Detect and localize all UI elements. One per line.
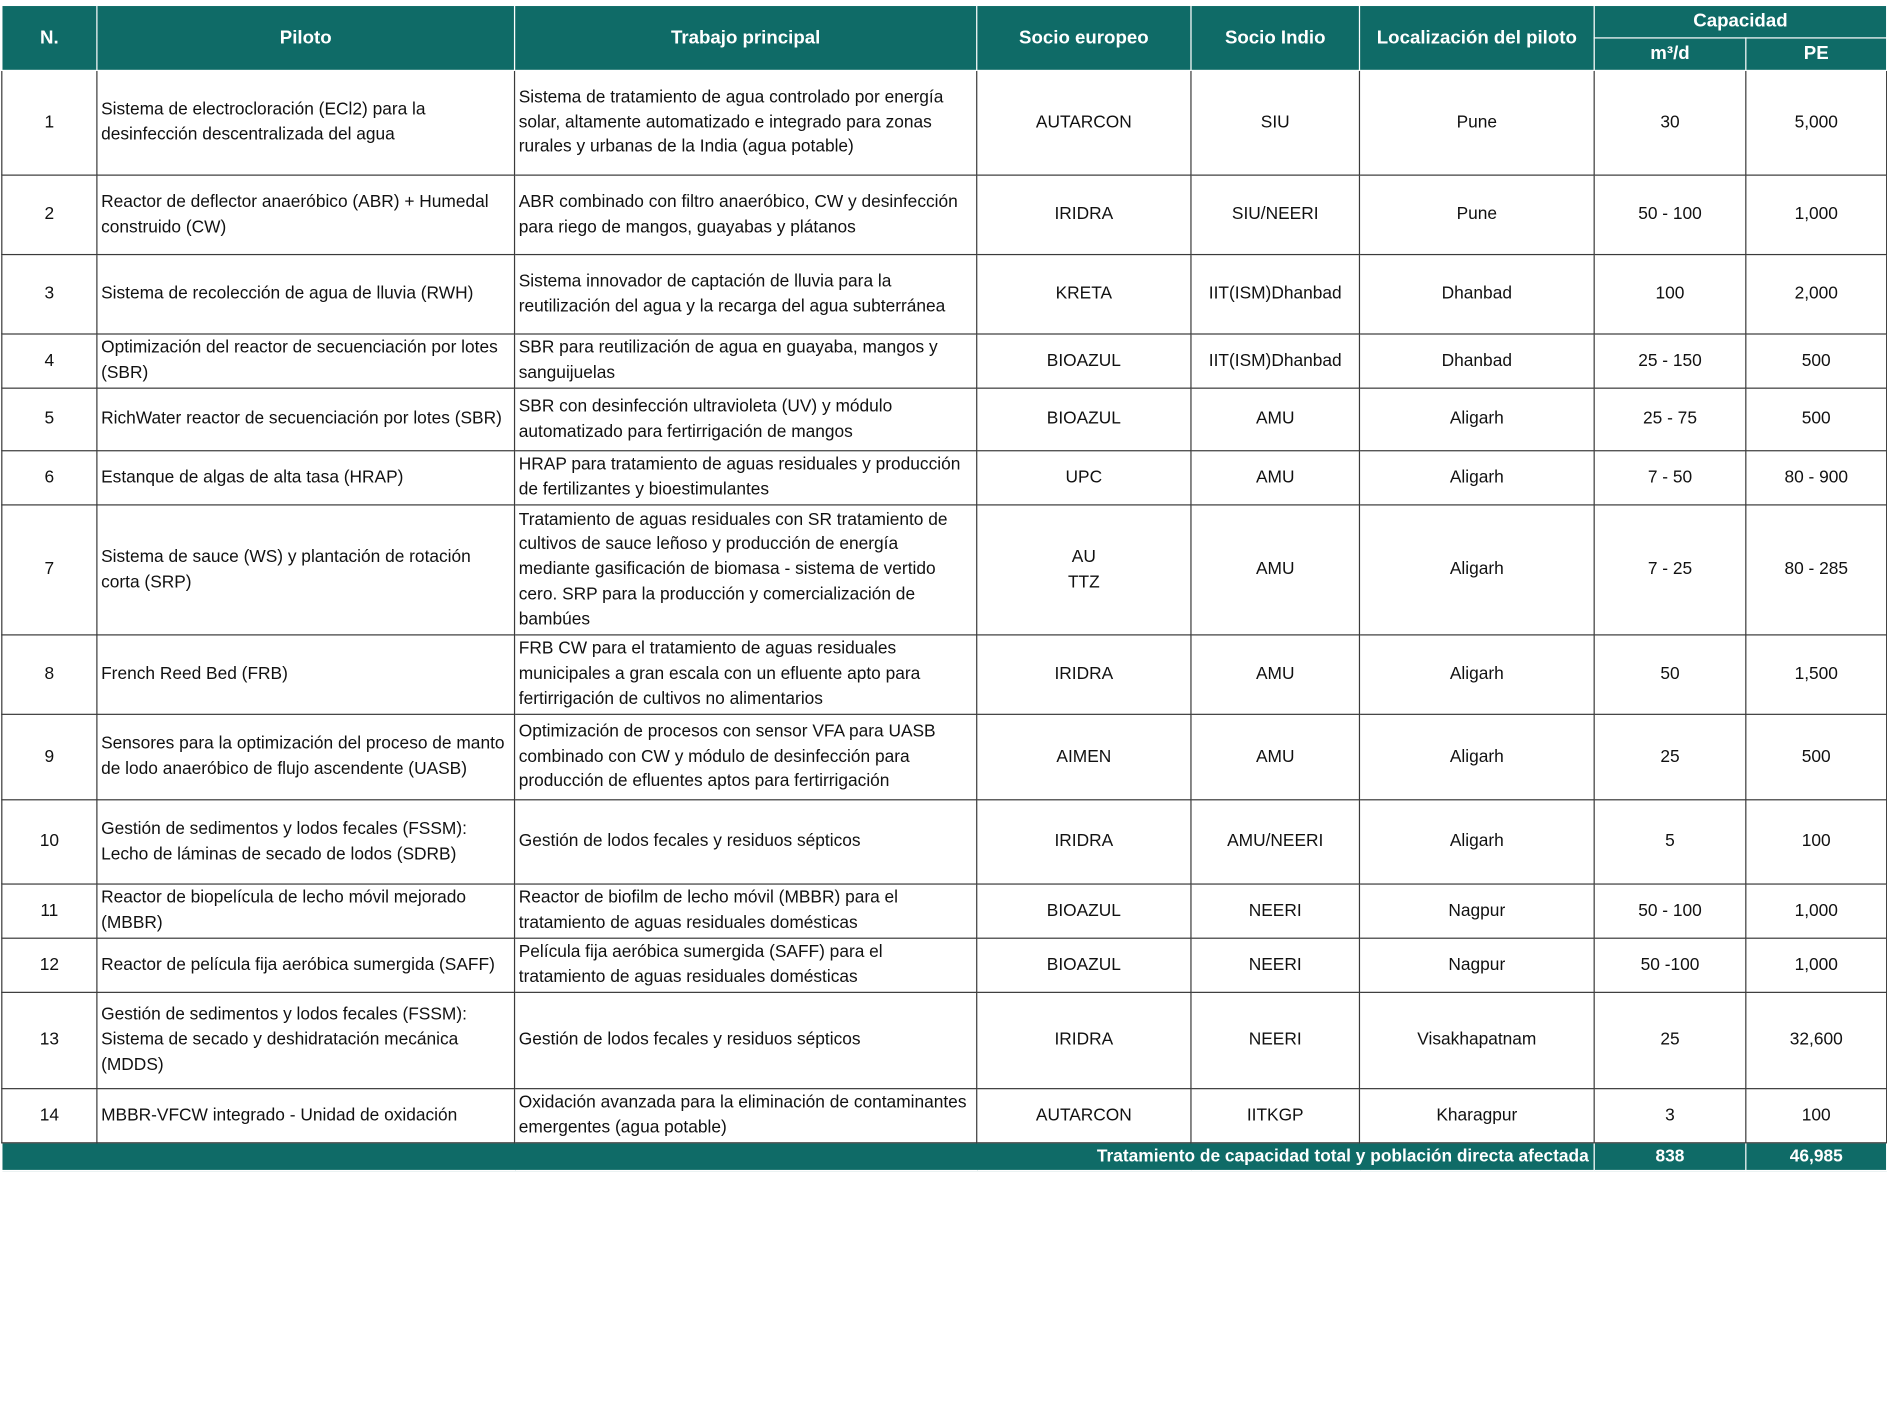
cell-localizacion: Kharagpur [1359,1089,1594,1143]
cell-m3d: 25 [1594,714,1746,799]
cell-m3d: 50 - 100 [1594,175,1746,254]
total-pe: 46,985 [1746,1143,1887,1171]
cell-localizacion: Aligarh [1359,714,1594,799]
cell-socio-indio: AMU [1191,451,1360,505]
cell-trabajo: ABR combinado con filtro anaeróbico, CW y desinfección para riego de mangos, guayabas y plátanos [515,175,977,254]
cell-m3d: 100 [1594,255,1746,334]
cell-trabajo: FRB CW para el tratamiento de aguas residuales municipales a gran escala con un efluente apto para fertirrigación de cultivos no alimentarios [515,635,977,714]
cell-localizacion: Dhanbad [1359,255,1594,334]
cell-piloto: Sistema de sauce (WS) y plantación de rotación corta (SRP) [97,505,515,635]
table-row [2,1089,1887,1143]
cell-trabajo: HRAP para tratamiento de aguas residuales y producción de fertilizantes y bioestimulantes [515,451,977,505]
header-pe: PE [1746,38,1887,70]
cell-socio-europeo: BIOAZUL [977,388,1191,451]
cell-trabajo: Sistema innovador de captación de lluvia para la reutilización del agua y la recarga del agua subterránea [515,255,977,334]
cell-pe: 32,600 [1746,992,1887,1088]
cell-n: 3 [2,255,97,334]
table-row [2,388,1887,451]
cell-localizacion: Pune [1359,70,1594,175]
cell-socio-europeo: IRIDRA [977,175,1191,254]
cell-localizacion: Nagpur [1359,884,1594,938]
table-body [2,70,1887,1170]
cell-piloto: Reactor de película fija aeróbica sumergida (SAFF) [97,938,515,992]
cell-n: 10 [2,800,97,884]
header-socio-europeo: Socio europeo [977,5,1191,70]
table-row [2,451,1887,505]
cell-pe: 80 - 285 [1746,505,1887,635]
table-row [2,505,1887,635]
table-row [2,70,1887,175]
cell-piloto: Optimización del reactor de secuenciación por lotes (SBR) [97,334,515,388]
cell-socio-indio: SIU [1191,70,1360,175]
header-m3d: m³/d [1594,38,1746,70]
cell-trabajo: Reactor de biofilm de lecho móvil (MBBR) para el tratamiento de aguas residuales domésticas [515,884,977,938]
cell-trabajo: SBR con desinfección ultravioleta (UV) y módulo automatizado para fertirrigación de mangos [515,388,977,451]
cell-trabajo: Gestión de lodos fecales y residuos sépticos [515,800,977,884]
cell-n: 14 [2,1089,97,1143]
header-capacidad: Capacidad [1594,5,1886,37]
cell-n: 12 [2,938,97,992]
cell-n: 5 [2,388,97,451]
cell-pe: 5,000 [1746,70,1887,175]
cell-trabajo: Tratamiento de aguas residuales con SR tratamiento de cultivos de sauce leñoso y producción de energía mediante gasificación de biomasa - sistema de vertido cero. SRP para la producción y comercialización de bambúes [515,505,977,635]
cell-socio-europeo: BIOAZUL [977,938,1191,992]
cell-socio-europeo: AIMEN [977,714,1191,799]
cell-pe: 500 [1746,714,1887,799]
cell-trabajo: Película fija aeróbica sumergida (SAFF) para el tratamiento de aguas residuales domésticas [515,938,977,992]
cell-socio-europeo: UPC [977,451,1191,505]
table-header [2,5,1887,70]
cell-piloto: Gestión de sedimentos y lodos fecales (FSSM): Sistema de secado y deshidratación mecánica (MDDS) [97,992,515,1088]
cell-m3d: 25 [1594,992,1746,1088]
header-socio-indio: Socio Indio [1191,5,1360,70]
cell-socio-indio: SIU/NEERI [1191,175,1360,254]
cell-localizacion: Visakhapatnam [1359,992,1594,1088]
cell-socio-indio: AMU [1191,388,1360,451]
cell-pe: 1,500 [1746,635,1887,714]
cell-localizacion: Aligarh [1359,388,1594,451]
cell-pe: 500 [1746,388,1887,451]
cell-piloto: Sistema de recolección de agua de lluvia (RWH) [97,255,515,334]
table-row [2,255,1887,334]
table-row [2,635,1887,714]
cell-m3d: 50 -100 [1594,938,1746,992]
cell-m3d: 50 - 100 [1594,884,1746,938]
cell-pe: 100 [1746,800,1887,884]
cell-localizacion: Aligarh [1359,800,1594,884]
header-localizacion: Localización del piloto [1359,5,1594,70]
pilots-table [1,5,1887,1171]
cell-pe: 1,000 [1746,175,1887,254]
cell-n: 9 [2,714,97,799]
cell-socio-indio: NEERI [1191,884,1360,938]
table-row [2,884,1887,938]
cell-m3d: 7 - 50 [1594,451,1746,505]
cell-n: 13 [2,992,97,1088]
cell-socio-europeo: IRIDRA [977,800,1191,884]
cell-trabajo: SBR para reutilización de agua en guayaba, mangos y sanguijuelas [515,334,977,388]
cell-trabajo: Gestión de lodos fecales y residuos sépticos [515,992,977,1088]
header-piloto: Piloto [97,5,515,70]
cell-socio-indio: NEERI [1191,938,1360,992]
cell-m3d: 7 - 25 [1594,505,1746,635]
cell-localizacion: Aligarh [1359,635,1594,714]
total-label: Tratamiento de capacidad total y población directa afectada [2,1143,1594,1171]
cell-socio-europeo: IRIDRA [977,635,1191,714]
cell-pe: 100 [1746,1089,1887,1143]
cell-m3d: 25 - 150 [1594,334,1746,388]
cell-piloto: Estanque de algas de alta tasa (HRAP) [97,451,515,505]
cell-trabajo: Sistema de tratamiento de agua controlado por energía solar, altamente automatizado e integrado para zonas rurales y urbanas de la India (agua potable) [515,70,977,175]
cell-n: 7 [2,505,97,635]
cell-piloto: Gestión de sedimentos y lodos fecales (FSSM): Lecho de láminas de secado de lodos (SDRB) [97,800,515,884]
cell-pe: 2,000 [1746,255,1887,334]
cell-piloto: French Reed Bed (FRB) [97,635,515,714]
cell-n: 2 [2,175,97,254]
cell-socio-indio: NEERI [1191,992,1360,1088]
cell-m3d: 3 [1594,1089,1746,1143]
cell-socio-indio: IIT(ISM)Dhanbad [1191,334,1360,388]
cell-piloto: RichWater reactor de secuenciación por lotes (SBR) [97,388,515,451]
cell-piloto: Reactor de biopelícula de lecho móvil mejorado (MBBR) [97,884,515,938]
cell-localizacion: Pune [1359,175,1594,254]
cell-pe: 500 [1746,334,1887,388]
cell-localizacion: Dhanbad [1359,334,1594,388]
cell-socio-indio: AMU [1191,635,1360,714]
cell-socio-europeo: BIOAZUL [977,334,1191,388]
cell-n: 8 [2,635,97,714]
table-row [2,714,1887,799]
cell-m3d: 5 [1594,800,1746,884]
cell-localizacion: Aligarh [1359,505,1594,635]
cell-socio-indio: AMU [1191,714,1360,799]
cell-socio-europeo: AUTARCON [977,1089,1191,1143]
cell-socio-europeo: AUTARCON [977,70,1191,175]
cell-socio-europeo: BIOAZUL [977,884,1191,938]
cell-n: 6 [2,451,97,505]
cell-piloto: Sistema de electrocloración (ECl2) para la desinfección descentralizada del agua [97,70,515,175]
cell-socio-indio: IITKGP [1191,1089,1360,1143]
cell-socio-indio: AMU/NEERI [1191,800,1360,884]
cell-n: 4 [2,334,97,388]
cell-localizacion: Nagpur [1359,938,1594,992]
cell-trabajo: Oxidación avanzada para la eliminación de contaminantes emergentes (agua potable) [515,1089,977,1143]
cell-piloto: Sensores para la optimización del proceso de manto de lodo anaeróbico de flujo ascendente (UASB) [97,714,515,799]
cell-socio-indio: IIT(ISM)Dhanbad [1191,255,1360,334]
cell-socio-europeo: IRIDRA [977,992,1191,1088]
table-row [2,992,1887,1088]
cell-socio-europeo: AU TTZ [977,505,1191,635]
cell-n: 11 [2,884,97,938]
cell-pe: 80 - 900 [1746,451,1887,505]
header-trabajo: Trabajo principal [515,5,977,70]
table-row [2,175,1887,254]
cell-socio-indio: AMU [1191,505,1360,635]
table-row [2,800,1887,884]
total-m3d: 838 [1594,1143,1746,1171]
cell-localizacion: Aligarh [1359,451,1594,505]
cell-m3d: 25 - 75 [1594,388,1746,451]
cell-piloto: Reactor de deflector anaeróbico (ABR) + Humedal construido (CW) [97,175,515,254]
cell-pe: 1,000 [1746,938,1887,992]
table-row [2,938,1887,992]
cell-m3d: 30 [1594,70,1746,175]
header-n: N. [2,5,97,70]
cell-pe: 1,000 [1746,884,1887,938]
cell-m3d: 50 [1594,635,1746,714]
cell-trabajo: Optimización de procesos con sensor VFA para UASB combinado con CW y módulo de desinfección para producción de efluentes aptos para fertirrigación [515,714,977,799]
cell-piloto: MBBR-VFCW integrado - Unidad de oxidación [97,1089,515,1143]
total-row [2,1143,1887,1171]
cell-socio-europeo: KRETA [977,255,1191,334]
table-row [2,334,1887,388]
cell-n: 1 [2,70,97,175]
